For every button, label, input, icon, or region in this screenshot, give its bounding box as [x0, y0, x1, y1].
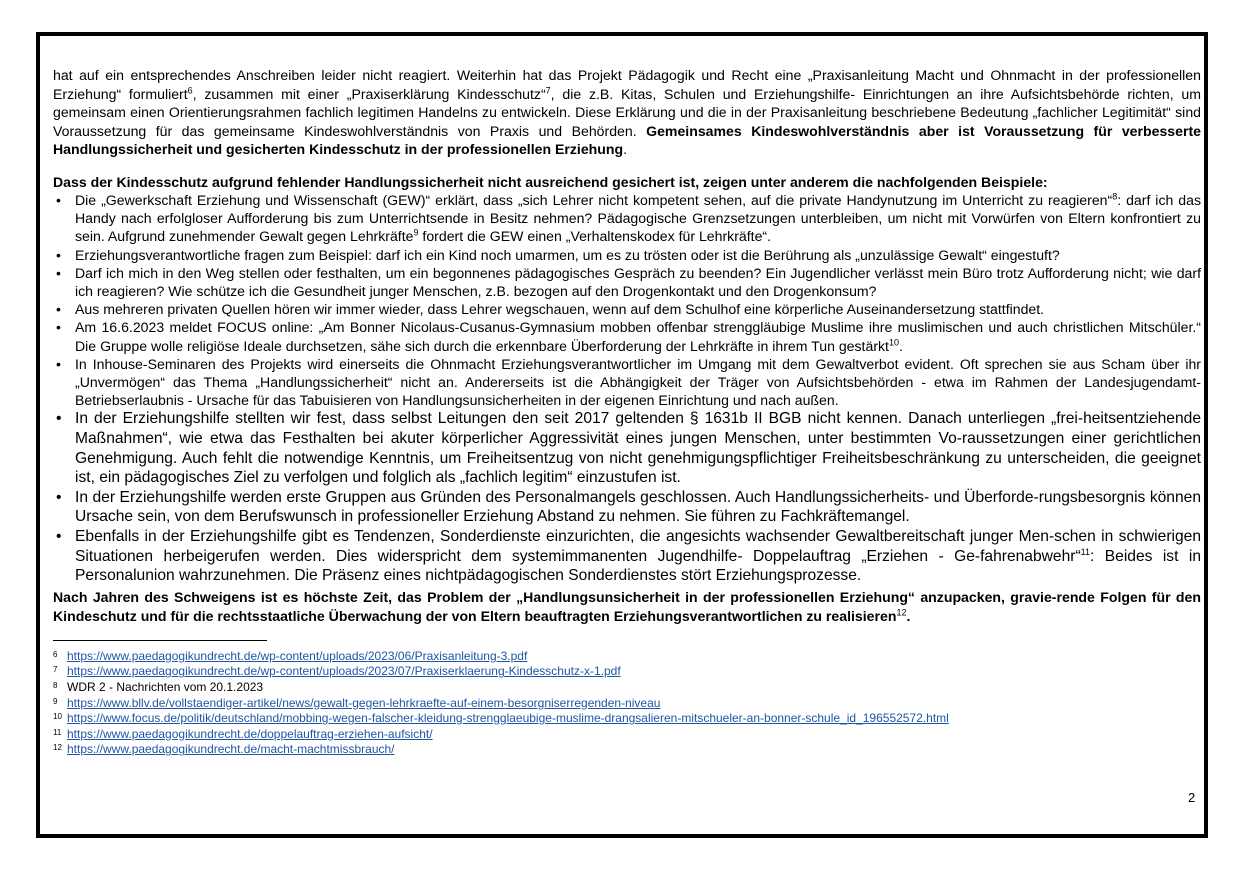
- footnote-item: [53, 649, 1201, 665]
- list-item: [53, 527, 1201, 586]
- footnote-ref-9[interactable]: 9: [413, 227, 419, 238]
- intro-paragraph: [53, 66, 1201, 159]
- footnote-item: [53, 711, 1201, 727]
- document-body: [53, 66, 1201, 758]
- list-item-text: In Inhouse-Seminaren des Projekts wird einerseits die Ohnmacht Erziehungsverantwortlicher im Umgang mit dem Gewaltverbot evident. Oft sprechen sie aus Scham über ihr „Unvermögen“ das Thema „Handlungssicherheit“ nicht an. Andererseits ist die Abhängigkeit der Träger von Aufsichtsbehörden - etwa im Rahmen der Landesjugendamt- Betriebserlaubnis - Ursache für das Tabuisieren von Handlungsunsicherheiten in der eigenen Einrichtung und nach außen.: [75, 355, 1201, 409]
- list-item-text: In der Erziehungshilfe werden erste Gruppen aus Gründen des Personalmangels geschlossen. Auch Handlungssicherheits- und Überforde-rungsbesorgnis können Ursache sein, von dem Berufswunsch in professioneller Erziehung Abstand zu nehmen. Sie führen zu Fachkräftemangel.: [75, 488, 1201, 526]
- bullet-icon: •: [56, 246, 61, 263]
- footnote-item: [53, 696, 1201, 712]
- intro-text-2: , zusammen mit einer „Praxiserklärung Kindesschutz“: [192, 85, 546, 102]
- bullet-icon: •: [56, 319, 61, 336]
- footnote-link[interactable]: https://www.paedagogikundrecht.de/doppelauftrag-erziehen-aufsicht/: [67, 726, 433, 741]
- footnote-ref-11[interactable]: 11: [1080, 546, 1090, 557]
- list-item: [53, 355, 1201, 410]
- list-item-text: Die „Gewerkschaft Erziehung und Wissenschaft (GEW)“ erklärt, dass „sich Lehrer nicht kompetent sehen, auf die private Handynutzung im Unterricht zu reagieren“: [75, 192, 1113, 208]
- closing-text: Nach Jahren des Schweigens ist es höchste Zeit, das Problem der „Handlungsunsicherheit in der professionellen Erziehung“ anzupacken, gravie-rende Folgen für den Kindeschutz und für die rechtsstaatliche Überwachung der von Eltern beauftragten Erziehungsverantwortlichen zu realisieren: [53, 588, 1201, 624]
- footnote-number: 10: [53, 712, 62, 722]
- footnote-ref-7[interactable]: 7: [545, 84, 551, 95]
- bullet-icon: •: [56, 355, 61, 372]
- bullet-icon: •: [56, 528, 62, 545]
- intro-bold-statement: Gemeinsames Kindeswohlverständnis aber ist Voraussetzung für verbesserte Handlungssicherheit und gesicherten Kindesschutz in der professionellen Erziehung: [53, 122, 1201, 157]
- intro-end: .: [623, 141, 628, 157]
- footnote-item: [53, 742, 1201, 758]
- list-item-text: Aus mehreren privaten Quellen hören wir immer wieder, dass Lehrer wegschauen, wenn auf dem Schulhof eine körperliche Auseinandersetzung stattfindet.: [75, 301, 1045, 318]
- list-item-text: : darf ich das Handy nach erfolgloser Aufforderung bis zum Unterrichtsende in Besitz nehmen? Pädagogische Grenzsetzungen unterbleiben, um nicht mit Vorwürfen von Eltern konfrontiert zu sein. Aufgrund zunehmender Gewalt gegen Lehrkräfte: [75, 192, 1201, 245]
- list-item-text: Erziehungsverantwortliche fragen zum Beispiel: darf ich ein Kind noch umarmen, um es zu trösten oder ist die Berührung als „unzulässige Gewalt“ eingestuft?: [75, 246, 1060, 263]
- list-item: [53, 264, 1201, 300]
- footnote-item: [53, 680, 1201, 696]
- list-item: [53, 409, 1201, 487]
- footnote-number: 11: [53, 727, 62, 737]
- list-item-text: Ebenfalls in der Erziehungshilfe gibt es Tendenzen, Sonderdienste einzurichten, die angesichts wachsender Gewaltbereitschaft junger Men-schen in schwierigen Situationen herbeigerufen werden. Dies widerspricht dem systemimmanenten Jugendhilfe- Doppelauftrag „Erziehen - Ge-fahrenabwehr“: [75, 528, 1201, 565]
- list-item-text: .: [898, 337, 903, 354]
- list-item-text: Am 16.6.2023 meldet FOCUS online: „Am Bonner Nicolaus-Cusanus-Gymnasium mobben offenbar strenggläubige Muslime ihre muslimischen und auch christlichen Mitschüler.“ Die Gruppe wolle religiöse Ideale durchsetzen, sähe sich durch die erkennbare Überforderung der Lehrkräfte in ihrem Tun gestärkt: [75, 319, 1201, 354]
- footnote-number: 9: [53, 696, 58, 706]
- list-item-text: fordert die GEW einen „Verhaltenskodex für Lehrkräfte“.: [418, 228, 772, 245]
- footnote-ref-10[interactable]: 10: [888, 336, 899, 347]
- examples-heading: Dass der Kindesschutz aufgrund fehlender Handlungssicherheit nicht ausreichend gesichert ist, zeigen unter anderem die nachfolgenden Beispiele:: [53, 173, 1048, 190]
- intro-text-1: hat auf ein entsprechendes Anschreiben leider nicht reagiert. Weiterhin hat das Projekt Pädagogik und Recht eine „Praxisanleitung Macht und Ohnmacht in der professionellen Erziehung“ formuliert: [53, 67, 1201, 102]
- intro-text-3: , die z.B. Kitas, Schulen und Erziehungshilfe- Einrichtungen an ihre Aufsichtsbehörde richten, um gemeinsam einen Orientierungsrahmen fachlich legitimen Handelns zu entwickeln. Diese Erklärung und die in der Praxisanleitung beschriebene Bedeutung „fachlicher Legitimität“ sind Voraussetzung für das gemeinsame Kindeswohlverständnis von Praxis und Behörden.: [53, 85, 1201, 139]
- list-item: [53, 300, 1201, 318]
- list-item-text: Darf ich mich in den Weg stellen oder festhalten, um ein begonnenes pädagogisches Gespräch zu beenden? Ein Jugendlicher verlässt mein Büro trotz Aufforderung nicht; wie darf ich reagieren? Wie schütze ich die Gesundheit junger Menschen, z.B. bezogen auf den Drogenkontakt und den Drogenkonsum?: [75, 264, 1201, 300]
- footnote-item: [53, 727, 1201, 743]
- footnote-ref-8[interactable]: 8: [1112, 191, 1118, 202]
- list-item: [53, 488, 1201, 527]
- spacer: [53, 159, 1201, 173]
- footnote-separator: [53, 640, 267, 641]
- bullet-icon: •: [56, 192, 61, 208]
- footnote-number: 12: [53, 743, 62, 753]
- footnote-ref-12[interactable]: 12: [896, 607, 907, 618]
- list-item: [53, 246, 1201, 264]
- closing-end: .: [906, 607, 911, 624]
- list-item: [53, 318, 1201, 354]
- footnote-number: 8: [53, 681, 58, 691]
- footnote-link[interactable]: https://www.paedagogikundrecht.de/macht-machtmissbrauch/: [67, 742, 395, 757]
- closing-statement: [53, 588, 1201, 626]
- footnote-link[interactable]: https://www.paedagogikundrecht.de/wp-content/uploads/2023/07/Praxiserklaerung-Kindesschutz-x-1.pdf: [67, 664, 621, 679]
- footnote-number: 7: [53, 665, 58, 675]
- footnote-link[interactable]: https://www.paedagogikundrecht.de/wp-content/uploads/2023/06/Praxisanleitung-3.pdf: [67, 648, 528, 663]
- examples-list-small: [53, 191, 1201, 409]
- footnote-item: [53, 664, 1201, 680]
- footnote-text: WDR 2 - Nachrichten vom 20.1.2023: [67, 680, 264, 695]
- footnotes: [53, 649, 1201, 758]
- footnote-ref-6[interactable]: 6: [187, 84, 193, 95]
- bullet-icon: •: [56, 410, 62, 428]
- bullet-icon: •: [56, 264, 61, 281]
- bullet-icon: •: [56, 488, 62, 506]
- bullet-icon: •: [56, 301, 61, 318]
- list-item-text: : Beides ist in Personalunion wahrzunehmen. Die Präsenz eines nichtpädagogischen Sonderdienstes stört Erziehungsprozesse.: [75, 547, 1201, 585]
- footnote-link[interactable]: https://www.focus.de/politik/deutschland/mobbing-wegen-falscher-kleidung-strenggl​aeubige-muslime-drangsalieren-mitschueler-an-bonner-schule_id_196552572.html: [67, 711, 949, 726]
- footnote-number: 6: [53, 649, 58, 659]
- list-item: [53, 191, 1201, 246]
- list-item-text: In der Erziehungshilfe stellten wir fest, dass selbst Leitungen den seit 2017 geltenden § 1631b II BGB nicht kennen. Danach unterliegen „frei-heitsentziehende Maßnahmen“, wie etwa das Festhalten bei akuter körperlicher Aggressivität eines jungen Menschen, unter bestimmten Vo-raussetzungen einer gerichtlichen Genehmigung. Auch fehlt die notwendige Kenntnis, um Freiheitsentzug von nicht genehmigungspflichtiger Freiheitsbeschränkung zu unterscheiden, die geeignet ist, ein pädagogisches Ziel zu verfolgen und folglich als „fachlich legitim“ einzustufen ist.: [75, 410, 1201, 487]
- footnote-link[interactable]: https://www.bllv.de/vollstaendiger-artikel/news/gewalt-gegen-lehrkraefte-auf-einem-besorgniserregenden-niveau: [67, 695, 661, 710]
- examples-list-large: [53, 409, 1201, 585]
- page-number: 2: [1188, 790, 1196, 805]
